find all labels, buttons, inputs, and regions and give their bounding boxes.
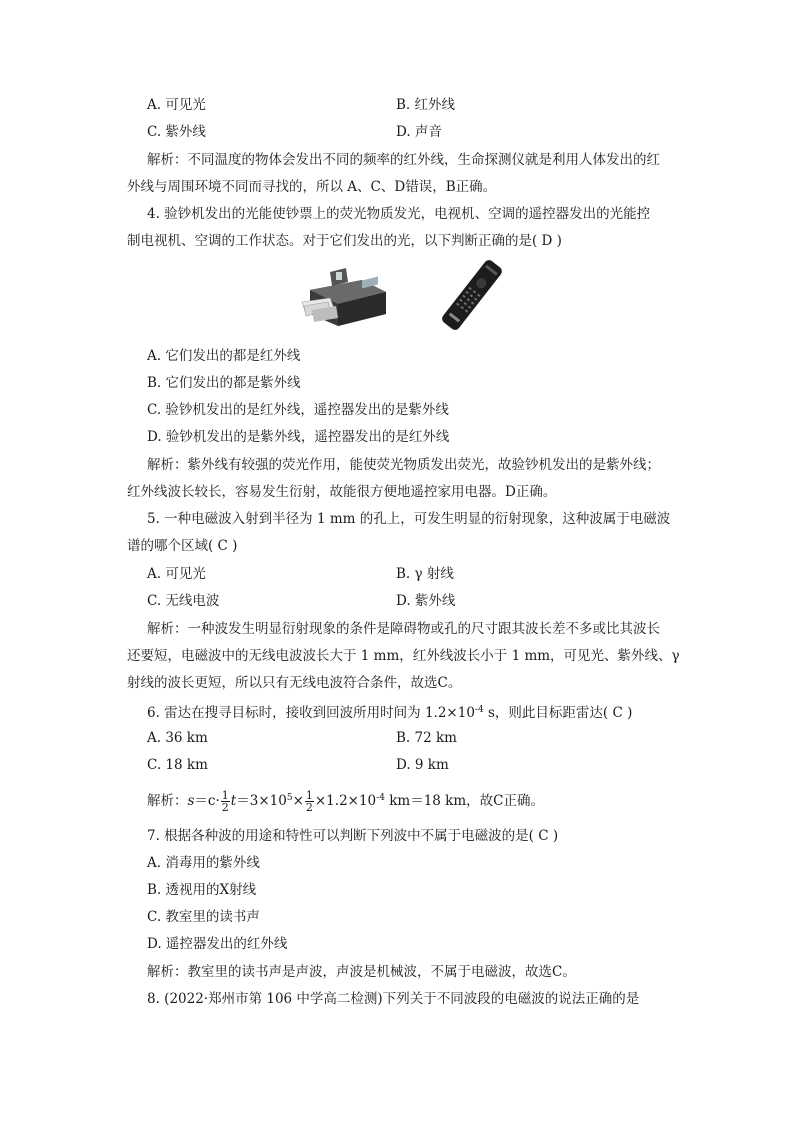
q3-option-d: D. 声音 — [396, 124, 442, 140]
q7-option-b: B. 透视用的X射线 — [147, 882, 257, 898]
q5-analysis-line1: 解析：一种波发生明显衍射现象的条件是障碍物或孔的尺寸跟其波长差不多或比其波长 — [147, 621, 660, 637]
q4-option-a: A. 它们发出的都是红外线 — [147, 348, 301, 364]
q5-analysis-line3: 射线的波长更短，所以只有无线电波符合条件，故选C。 — [127, 675, 462, 691]
q6-analysis: 解析：s＝c· $\frac{1}{2}$ $t=3\times 10^5\times$ $\frac{1}{2}$ $\times 1.2\times 10^{-4}$ km＝18 km，故C正确。 — [147, 789, 544, 814]
banknote-counter-icon — [300, 262, 392, 330]
remote-control-icon — [440, 258, 504, 332]
q7-analysis: 解析：教室里的读书声是声波，声波是机械波，不属于电磁波，故选C。 — [147, 964, 576, 980]
q5-option-b: B. γ 射线 — [396, 566, 454, 582]
q6-option-b: B. 72 km — [396, 730, 457, 746]
q7-option-c: C. 教室里的读书声 — [147, 909, 260, 925]
q5-option-c: C. 无线电波 — [147, 593, 220, 609]
q3-option-b: B. 红外线 — [396, 97, 456, 113]
q6-option-d: D. 9 km — [396, 757, 449, 773]
q4-analysis-line2: 红外线波长较长，容易发生衍射，故能很方便地遥控家用电器。D正确。 — [127, 484, 557, 500]
q7-option-a: A. 消毒用的紫外线 — [147, 855, 260, 871]
q5-analysis-line2: 还要短，电磁波中的无线电波波长大于 1 mm，红外线波长小于 1 mm，可见光、紫外线、γ — [127, 648, 680, 664]
q6-option-c: C. 18 km — [147, 757, 208, 773]
q3-option-c: C. 紫外线 — [147, 124, 206, 140]
q6-option-a: A. 36 km — [147, 730, 208, 746]
fraction-half-1: $\frac{1}{2}$ — [221, 789, 229, 814]
q4-option-c: C. 验钞机发出的是红外线，遥控器发出的是紫外线 — [147, 402, 449, 418]
q4-stem-line1: 4. 验钞机发出的光能使钞票上的荧光物质发光，电视机、空调的遥控器发出的光能控 — [147, 206, 651, 222]
q4-option-b: B. 它们发出的都是紫外线 — [147, 375, 301, 391]
q7-stem: 7. 根据各种波的用途和特性可以判断下列波中不属于电磁波的是( C ) — [147, 828, 559, 844]
q5-stem-line2: 谱的哪个区域( C ) — [127, 538, 238, 554]
q4-stem-line2: 制电视机、空调的工作状态。对于它们发出的光，以下判断正确的是( D ) — [127, 233, 562, 249]
q6-stem: 6. 雷达在搜寻目标时，接收到回波所用时间为 $1.2\times 10^{-4}$ s，则此目标距雷达( C ) — [147, 705, 633, 721]
q5-option-d: D. 紫外线 — [396, 593, 456, 609]
q3-analysis-line1: 解析：不同温度的物体会发出不同的频率的红外线，生命探测仪就是利用人体发出的红 — [147, 152, 660, 168]
fraction-half-2: $\frac{1}{2}$ — [305, 789, 313, 814]
q5-option-a: A. 可见光 — [147, 566, 206, 582]
q5-stem-line1: 5. 一种电磁波入射到半径为 1 mm 的孔上，可发生明显的衍射现象，这种波属于电磁波 — [147, 511, 671, 527]
q4-option-d: D. 验钞机发出的是紫外线，遥控器发出的是红外线 — [147, 429, 450, 445]
q3-option-a: A. 可见光 — [147, 97, 206, 113]
q3-analysis-line2: 外线与周围环境不同而寻找的，所以 A、C、D错误，B正确。 — [127, 179, 497, 195]
q7-option-d: D. 遥控器发出的红外线 — [147, 936, 288, 952]
q4-analysis-line1: 解析：紫外线有较强的荧光作用，能使荧光物质发出荧光，故验钞机发出的是紫外线； — [147, 457, 660, 473]
q8-stem: 8. (2022·郑州市第 106 中学高二检测)下列关于不同波段的电磁波的说法正确的是 — [147, 991, 640, 1007]
